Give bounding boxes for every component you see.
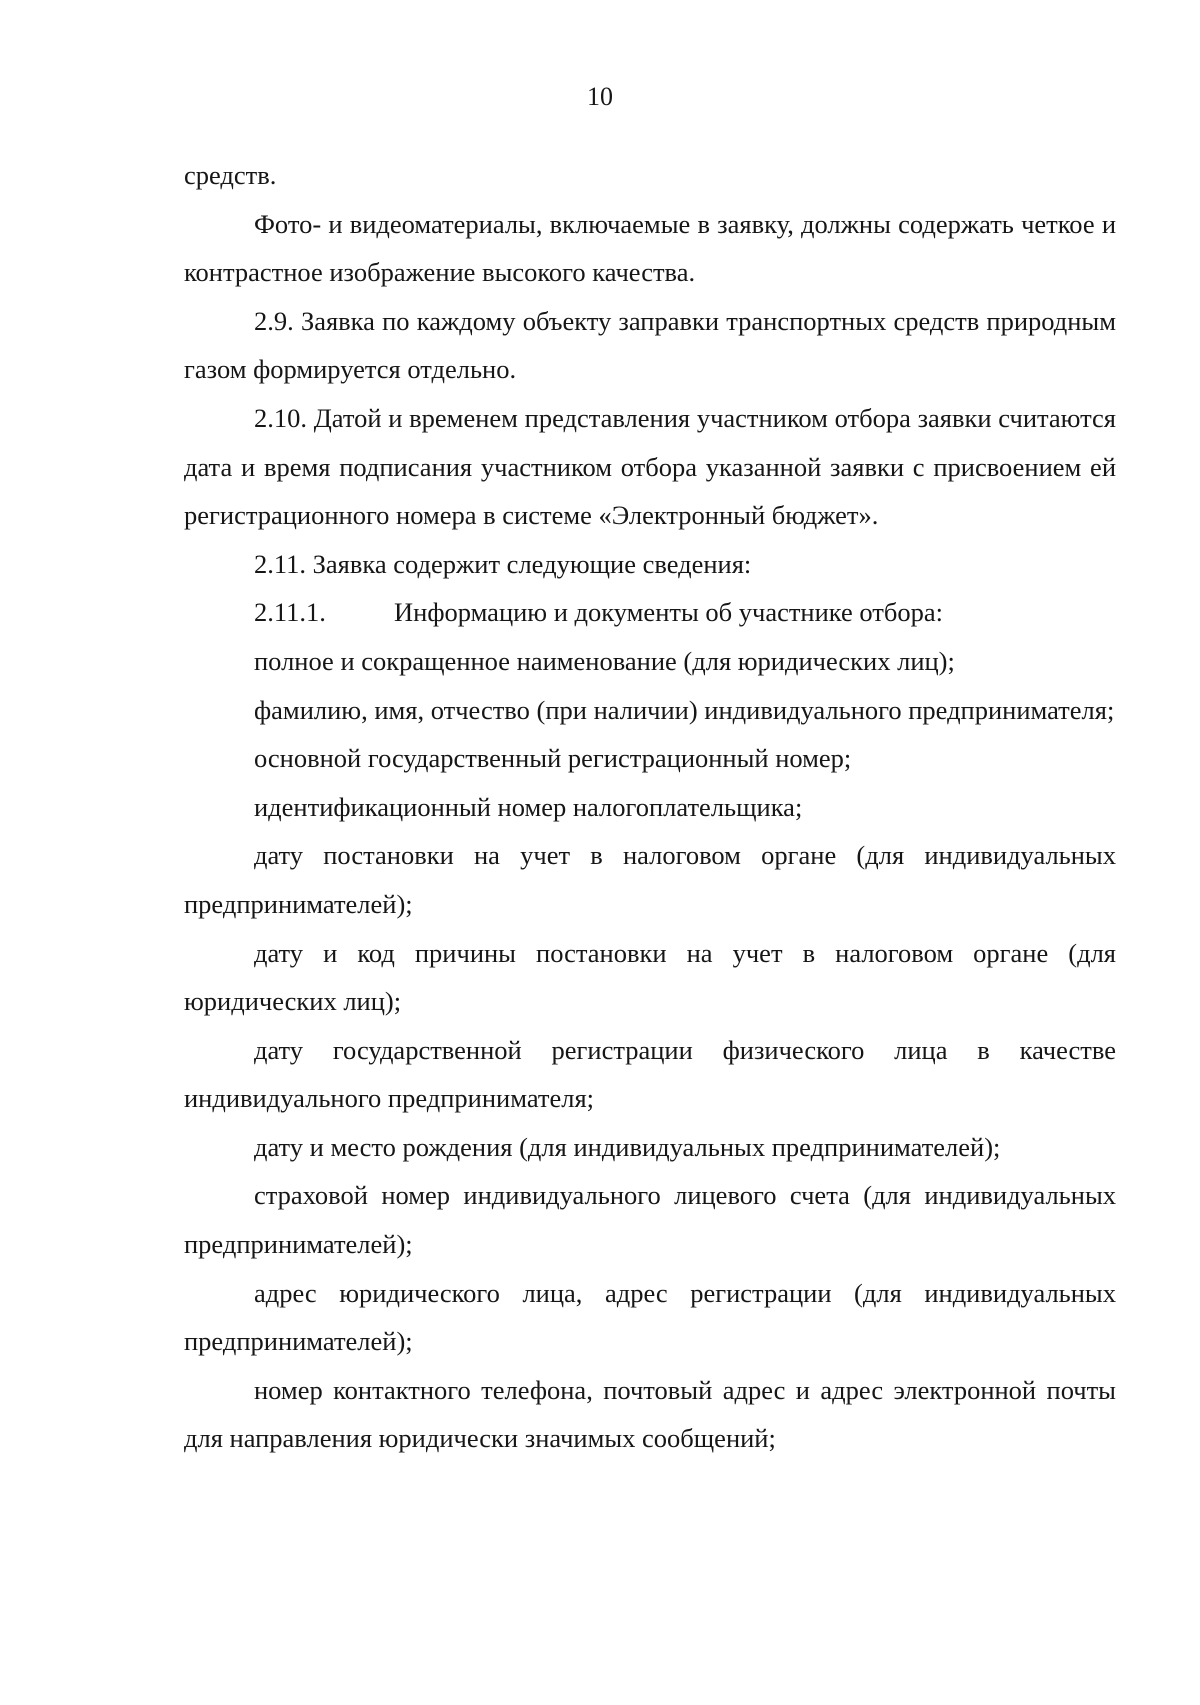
paragraph-2-11-1 [184,588,1116,637]
paragraph-2-9: 2.9. Заявка по каждому объекту заправки транспортных средств природным газом формируется отдельно. [184,305,1116,385]
paragraph-2-11: 2.11. Заявка содержит следующие сведения: [254,548,752,579]
clause-text: Информацию и документы об участнике отбора: [394,597,943,628]
list-item: фамилию, имя, отчество (при наличии) индивидуального предпринимателя; [254,694,1115,725]
list-item: номер контактного телефона, почтовый адрес и адрес электронной почты для направления юридически значимых сообщений; [184,1374,1116,1454]
list-item: дату постановки на учет в налоговом органе (для индивидуальных предпринимателей); [184,840,1116,919]
list-item: страховой номер индивидуального лицевого счета (для индивидуальных предпринимателей); [184,1180,1116,1260]
list-item: адрес юридического лица, адрес регистрации (для индивидуальных предпринимателей); [184,1277,1116,1357]
paragraph-continuation: средств. [184,160,277,190]
clause-number: 2.11.1. [254,597,326,628]
list-item: дату и место рождения (для индивидуальных предпринимателей); [254,1131,1001,1162]
list-item: дату государственной регистрации физического лица в качестве индивидуального предпринимателя; [184,1034,1116,1114]
list-item: дату и код причины постановки на учет в налоговом органе (для юридических лиц); [184,937,1116,1017]
list-item: полное и сокращенное наименование (для юридических лиц); [254,645,955,676]
list-item: основной государственный регистрационный номер; [254,743,852,774]
paragraph-2-10: 2.10. Датой и временем представления участником отбора заявки считаются дата и время подписания участником отбора указанной заявки с присвоением ей регистрационного номера в системе «Электронный бюджет». [184,402,1116,531]
paragraph-photo-video: Фото- и видеоматериалы, включаемые в заявку, должны содержать четкое и контрастное изображение высокого качества. [184,208,1116,288]
page-number: 10 [587,82,613,111]
list-item: идентификационный номер налогоплательщика; [254,791,803,822]
document-body [184,151,1116,1463]
